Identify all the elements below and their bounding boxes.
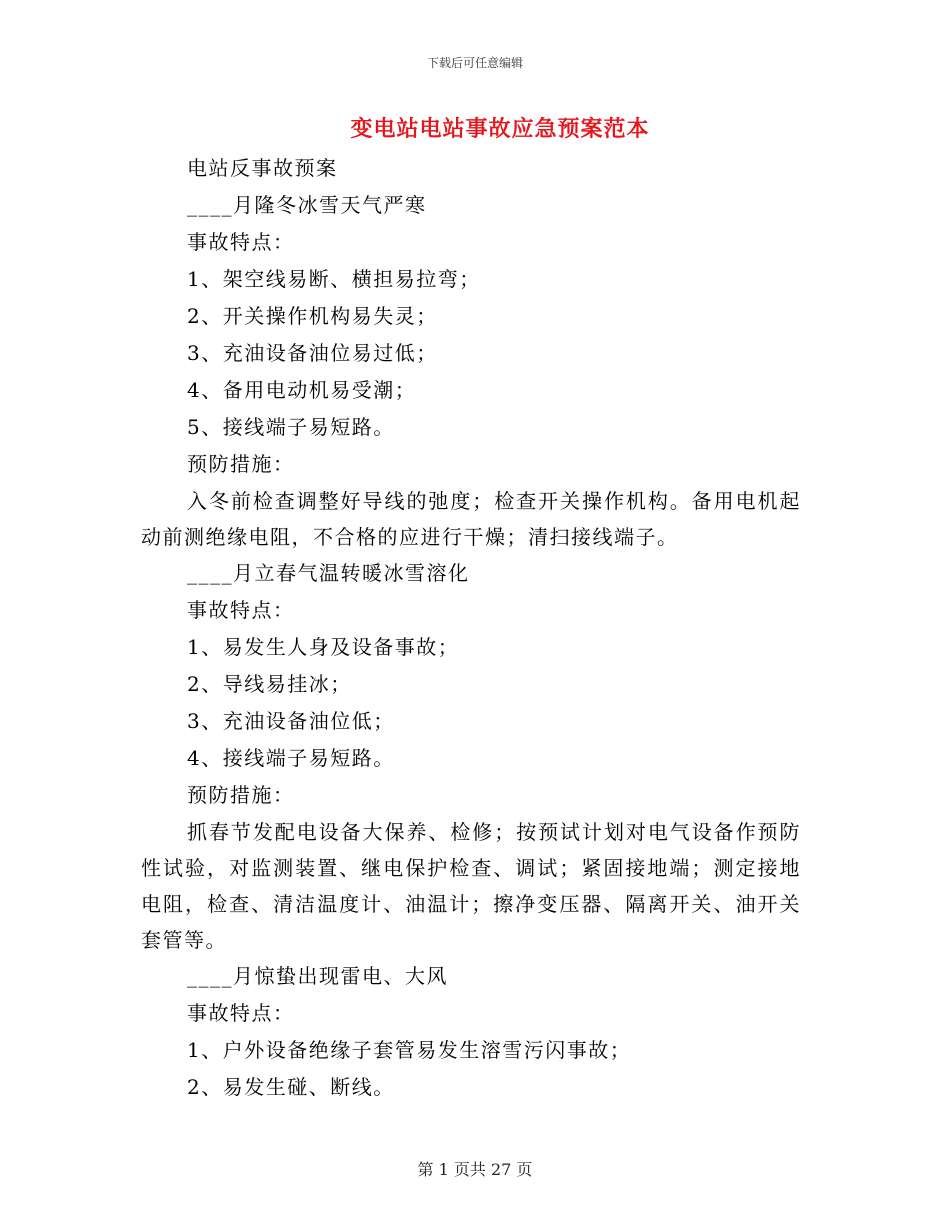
list-item: 5、接线端子易短路。 [187,415,395,439]
subheading-measures: 预防措施： [187,783,295,807]
paragraph: 入冬前检查调整好导线的弛度；检查开关操作机构。备用电机起动前测绝缘电阻，不合格的应进行干燥；清扫接线端子。 [141,489,801,549]
section-heading: 电站反事故预案 [187,156,338,180]
page-number: 第 1 页共 27 页 [417,1160,533,1179]
paragraph: 抓春节发配电设备大保养、检修；按预试计划对电气设备作预防性试验，对监测装置、继电保护检查、调试；紧固接地端；测定接地电阻，检查、清洁温度计、油温计；擦净变压器、隔离开关、油开关套管等。 [141,820,801,952]
subheading-features: 事故特点： [187,1001,295,1025]
period-heading: ____月惊蛰出现雷电、大风 [187,964,448,988]
list-item: 2、易发生碰、断线。 [187,1075,395,1099]
list-item: 4、备用电动机易受潮； [187,378,417,402]
subheading-features: 事故特点： [187,598,295,622]
list-item: 2、导线易挂冰； [187,672,352,696]
list-item: 1、户外设备绝缘子套管易发生溶雪污闪事故； [187,1038,632,1062]
document-body [141,150,801,1106]
list-item: 4、接线端子易短路。 [187,746,395,770]
subheading-features: 事故特点： [187,230,295,254]
header-note: 下载后可任意编辑 [426,56,523,70]
period-heading: ____月隆冬冰雪天气严寒 [187,193,427,217]
period-heading: ____月立春气温转暖冰雪溶化 [187,561,470,585]
list-item: 3、充油设备油位低； [187,709,395,733]
list-item: 2、开关操作机构易失灵； [187,304,438,328]
subheading-measures: 预防措施： [187,452,295,476]
list-item: 3、充油设备油位易过低； [187,341,438,365]
document-title: 变电站电站事故应急预案范本 [350,116,650,142]
list-item: 1、架空线易断、横担易拉弯； [187,267,481,291]
list-item: 1、易发生人身及设备事故； [187,635,460,659]
